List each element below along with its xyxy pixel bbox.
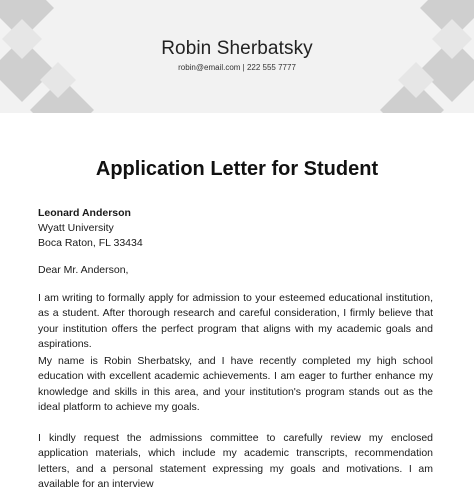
sender-contact: robin@email.com | 222 555 7777 [178, 63, 296, 72]
letterhead [0, 0, 474, 113]
letter-paragraph: I kindly request the admissions committee to carefully review my enclosed application materials, which include my academic transcripts, recommendation letters, and a personal statement expressing my goals and motivations. I am available for an interview [38, 432, 433, 491]
recipient-address [38, 206, 338, 251]
letter-paragraph: My name is Robin Sherbatsky, and I have recently completed my high school education with excellent academic achievements. I am eager to further enhance my knowledge and skills in this area, and your institution's program stands out as the ideal platform to achieve my goals. [38, 355, 433, 414]
salutation: Dear Mr. Anderson, [38, 264, 129, 276]
recipient-city: Boca Raton, FL 33434 [38, 237, 143, 249]
document-title: Application Letter for Student [95, 158, 379, 180]
recipient-name: Leonard Anderson [38, 207, 131, 219]
sender-name: Robin Sherbatsky [161, 38, 313, 59]
recipient-organization: Wyatt University [38, 222, 114, 234]
letter-paragraph: I am writing to formally apply for admission to your esteemed educational institution, as a student. After thorough research and careful consideration, I firmly believe that your institution offers the perfect program that aligns with my academic goals and aspirations. [38, 292, 433, 351]
